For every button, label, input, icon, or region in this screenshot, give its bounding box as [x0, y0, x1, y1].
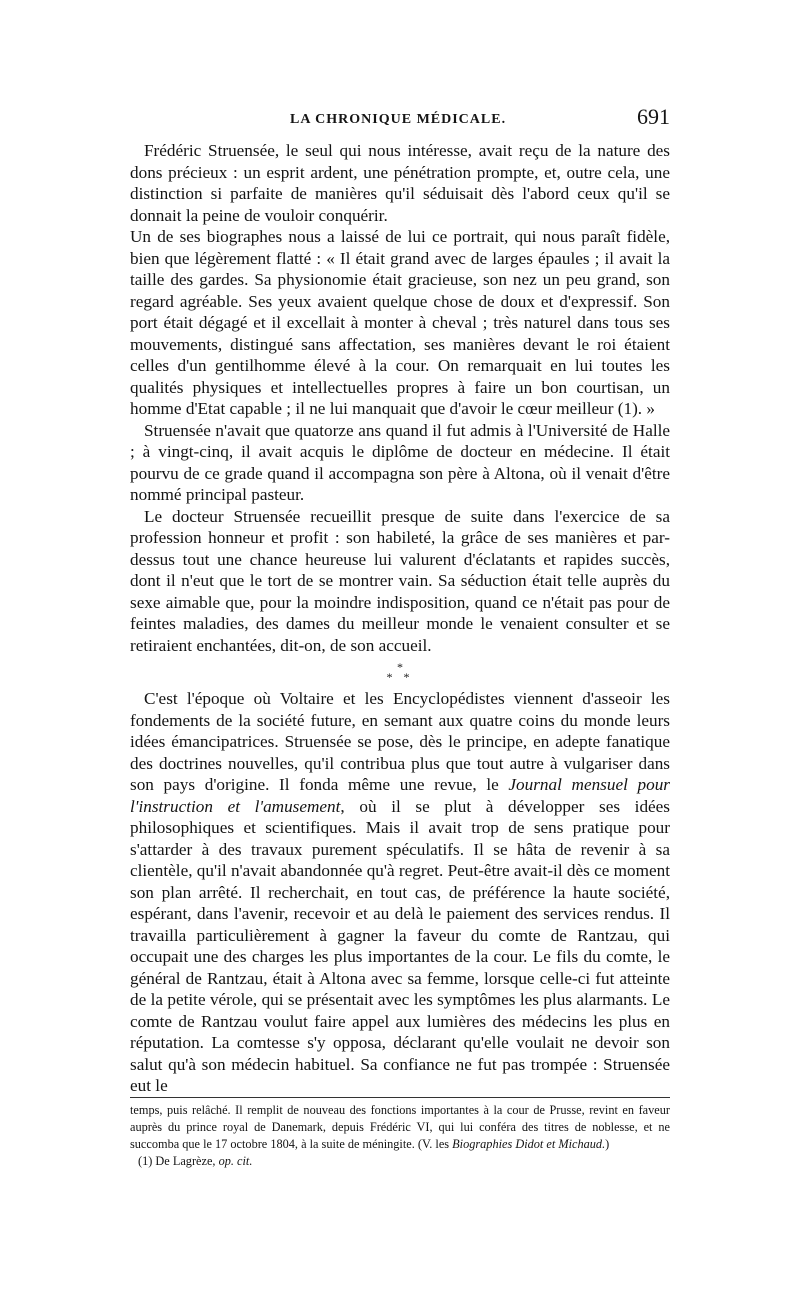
paragraph-enlightenment [130, 688, 670, 1097]
paragraph-intro: Frédéric Struensée, le seul qui nous intéresse, avait reçu de la nature des dons précieux : un esprit ardent, une pénétration prompte, et, outre cela, une distinction si parfaite de manières qu'il séduisait dès l'abord ceux qu'il se donnait la peine de vouloir conquérir. [130, 141, 670, 225]
paragraph-enlightenment-part2: , où il se plut à développer ses idées philosophiques et scientifiques. Mais il avait trop de sens pratique pour s'attarder à des travaux purement spéculatifs. Il se hâta de revenir à sa clientèle, qu'il n'avait abandonnée qu'à regret. Peut-être avait-il dès ce moment son plan arrêté. Il recherchait, en tout cas, de préférence la haute société, espérant, dans l'avenir, recevoir et au delà le paiement des services rendus. Il travailla particulièrement à gagner la faveur du comte de Rantzau, qui occupait une des charges les plus importantes de la cour. Le fils du comte, le général de Rantzau, était à Altona avec sa femme, lorsque celle-ci fut atteinte de la petite vérole, qui se présentait avec les symptômes les plus alarmants. Le comte de Rantzau voulut faire appel aux lumières des médecins les plus en réputation. La comtesse s'y opposa, déclarant qu'elle voulait ne devoir son salut qu'à son médecin habituel. Sa confiance ne fut pas trompée : Struensée eut le [130, 796, 670, 1095]
paragraph-career: Le docteur Struensée recueillit presque de suite dans l'exercice de sa profession honneur et profit : son habileté, la grâce de ses manières et par-dessus tout une chance heureuse lui valurent d'éclatants et rapides succès, dont il n'eut que le tort de se montrer vain. Sa séduction était telle auprès du sexe aimable que, pour la moindre indisposition, quand ce n'était pas pour de feintes maladies, des dames du meilleur monde le venaient consulter et se retiraient enchantées, dit-on, de son accueil. [130, 506, 670, 655]
footnote-divider [130, 1097, 670, 1098]
footnote-1-marker: (1) [138, 1154, 156, 1168]
footnote-1-author: De Lagrèze, [155, 1154, 219, 1168]
page-number: 691 [637, 104, 670, 129]
footnote-continuation-source: Biographies Didot et Michaud. [452, 1137, 606, 1151]
footnote-continuation-text: temps, puis relâché. Il remplit de nouveau des fonctions importantes à la cour de Prusse, revint en faveur auprès du prince royal de Danemark, depuis Frédéric VI, qui lui conféra des titres de noblesse, et ne succomba que le 17 octobre 1804, à la suite de méningite. (V. les [130, 1103, 670, 1151]
running-title: LA CHRONIQUE MÉDICALE. [290, 112, 507, 127]
page-header [130, 102, 670, 136]
footnote-1 [130, 1153, 670, 1170]
footnote-continuation-end: ) [605, 1137, 610, 1151]
paragraph-education: Struensée n'avait que quatorze ans quand il fut admis à l'Université de Halle ; à vingt-cinq, il avait acquis le diplôme de docteur en médecine. Il était pourvu de ce grade quand il accompagna son père à Altona, où il venait d'être nommé principal pasteur. [130, 420, 670, 504]
footnotes [130, 1102, 670, 1170]
journal-title: Journal mensuel pour l'instruction et l'amusement [130, 775, 670, 816]
section-break-top: * [397, 660, 403, 674]
paragraph-portrait: Un de ses biographes nous a laissé de lui ce portrait, qui nous paraît fidèle, bien que légèrement flatté : « Il était grand avec de larges épaules ; il avait la taille des gardes. Sa physionomie était gracieuse, son nez un peu grand, son regard agréable. Ses yeux avaient quelque chose de doux et d'expressif. Son port était dégagé et il excellait à monter à cheval ; très naturel dans tous ses mouvements, distingué sans affectation, ses manières devant le roi étaient celles d'un gentilhomme élevé à la cour. On remarquait en lui toutes les qualités physiques et intellectuelles propres à faire un bon courtisan, un homme d'Etat capable ; il ne lui manquait que d'avoir le cœur meilleur (1). » [130, 227, 670, 418]
body-text [130, 140, 670, 1097]
paragraph-enlightenment-part1: C'est l'époque où Voltaire et les Encyclopédistes viennent d'asseoir les fondements de la société future, en semant aux quatre coins du monde leurs idées émancipatrices. Struensée se pose, dès le principe, en adepte fanatique des doctrines nouvelles, qu'il contribua plus que tout autre à vulgariser dans son pays d'origine. Il fonda même une revue, le [130, 689, 670, 794]
section-break-bottom: * * [386, 670, 414, 684]
footnote-continuation [130, 1102, 670, 1153]
section-break [130, 662, 670, 684]
footnote-1-source: op. cit. [218, 1154, 253, 1168]
